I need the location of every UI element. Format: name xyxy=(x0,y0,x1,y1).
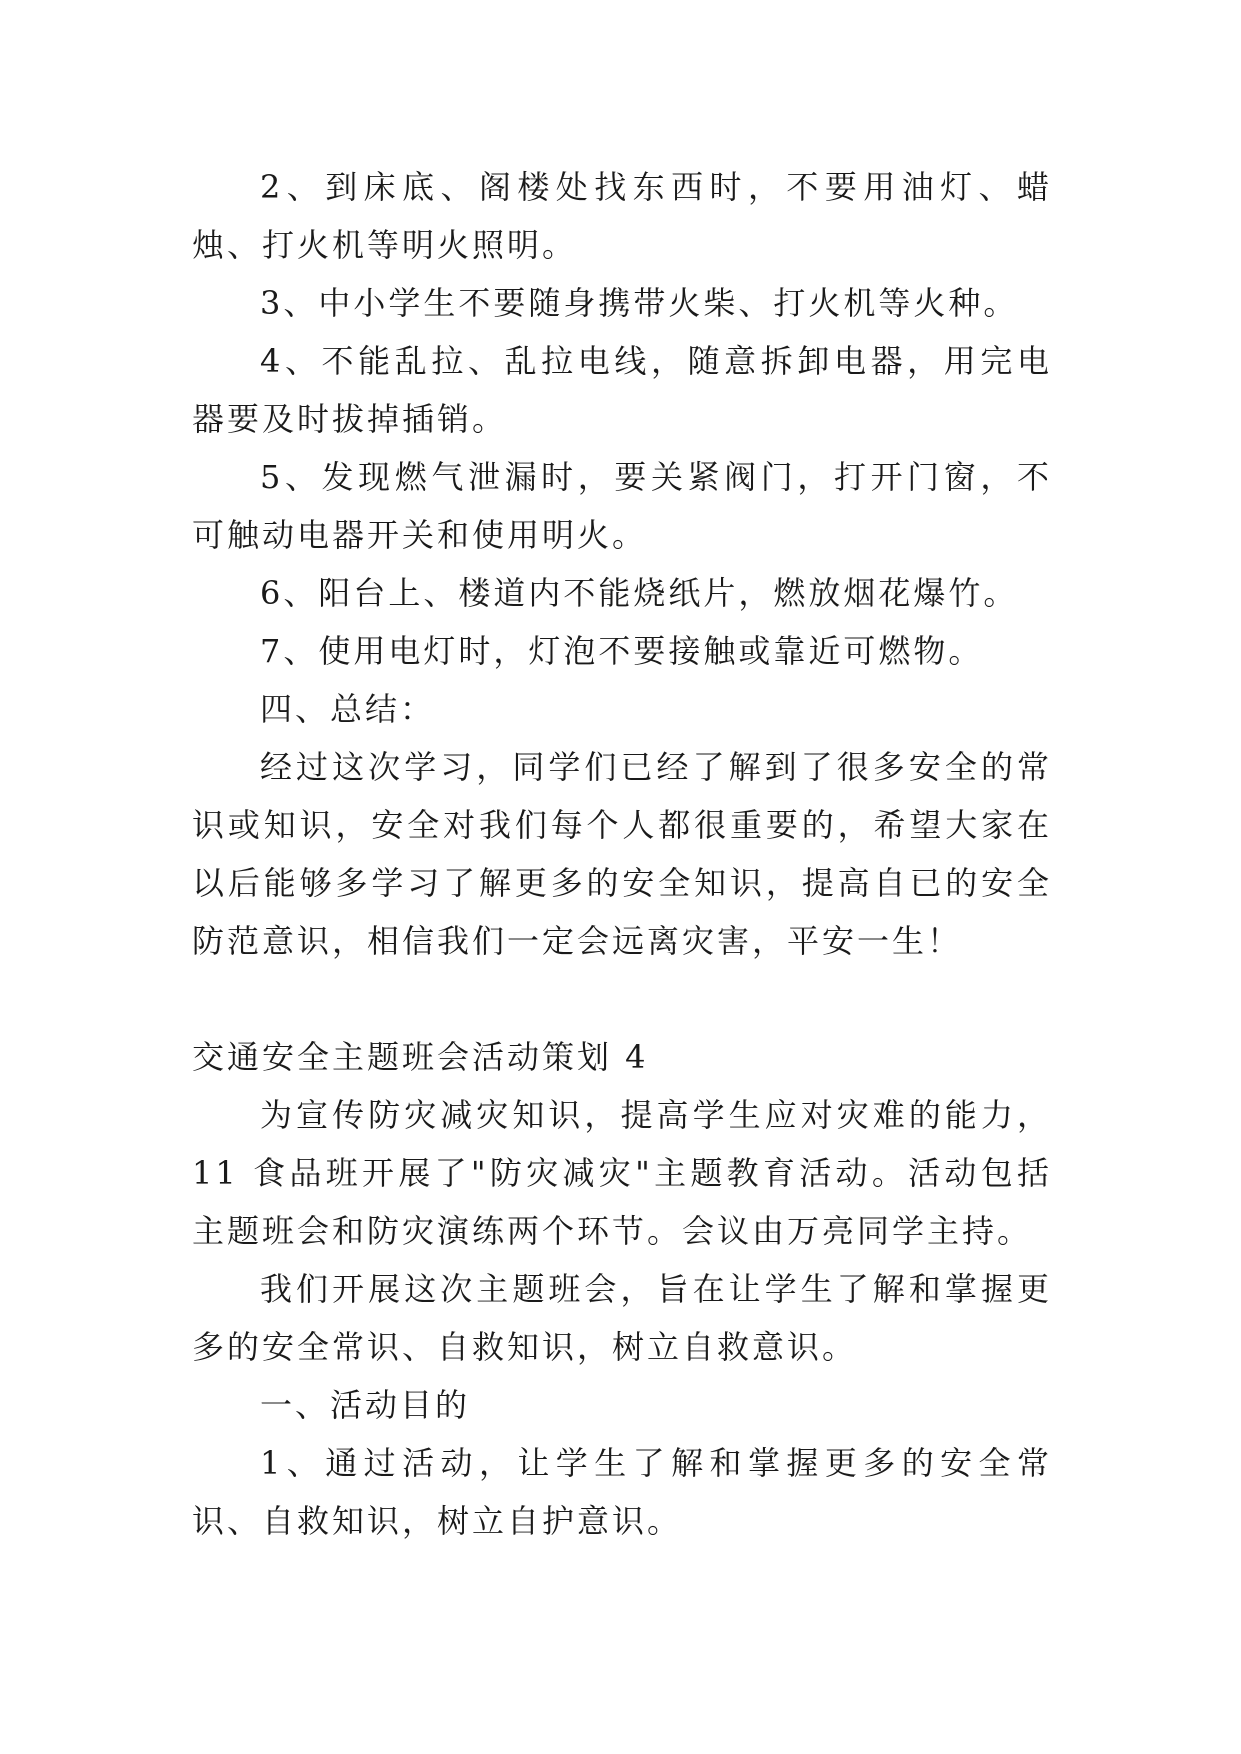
purpose-paragraph: 我们开展这次主题班会，旨在让学生了解和掌握更多的安全常识、自救知识，树立自救意识。 xyxy=(192,1270,1052,1366)
paragraph-item-5: 5、发现燃气泄漏时，要关紧阀门，打开门窗，不可触动电器开关和使用明火。 xyxy=(192,458,1052,554)
intro-paragraph: 为宣传防灾减灾知识，提高学生应对灾难的能力，11 食品班开展了"防灾减灾"主题教育活动。活动包括主题班会和防灾演练两个环节。会议由万亮同学主持。 xyxy=(192,1096,1052,1250)
paragraph-item-2: 2、到床底、阁楼处找东西时，不要用油灯、蜡烛、打火机等明火照明。 xyxy=(192,168,1052,264)
section-title: 交通安全主题班会活动策划 4 xyxy=(192,1038,649,1076)
section-spacer xyxy=(192,970,1052,1028)
paragraph-item-7: 7、使用电灯时，灯泡不要接触或靠近可燃物。 xyxy=(260,632,984,670)
paragraph-item-4: 4、不能乱拉、乱拉电线，随意拆卸电器，用完电器要及时拔掉插销。 xyxy=(192,342,1052,438)
document-body xyxy=(192,158,1052,1550)
objective-heading: 一、活动目的 xyxy=(260,1386,471,1424)
paragraph-item-3: 3、中小学生不要随身携带火柴、打火机等火种。 xyxy=(260,284,1019,322)
summary-paragraph: 经过这次学习，同学们已经了解到了很多安全的常识或知识，安全对我们每个人都很重要的，希望大家在以后能够多学习了解更多的安全知识，提高自已的安全防范意识，相信我们一定会远离灾害，平安一生！ xyxy=(192,748,1052,960)
summary-heading: 四、总结： xyxy=(260,690,436,728)
objective-item-1: 1、通过活动，让学生了解和掌握更多的安全常识、自救知识，树立自护意识。 xyxy=(192,1444,1052,1540)
paragraph-item-6: 6、阳台上、楼道内不能烧纸片，燃放烟花爆竹。 xyxy=(260,574,1019,612)
